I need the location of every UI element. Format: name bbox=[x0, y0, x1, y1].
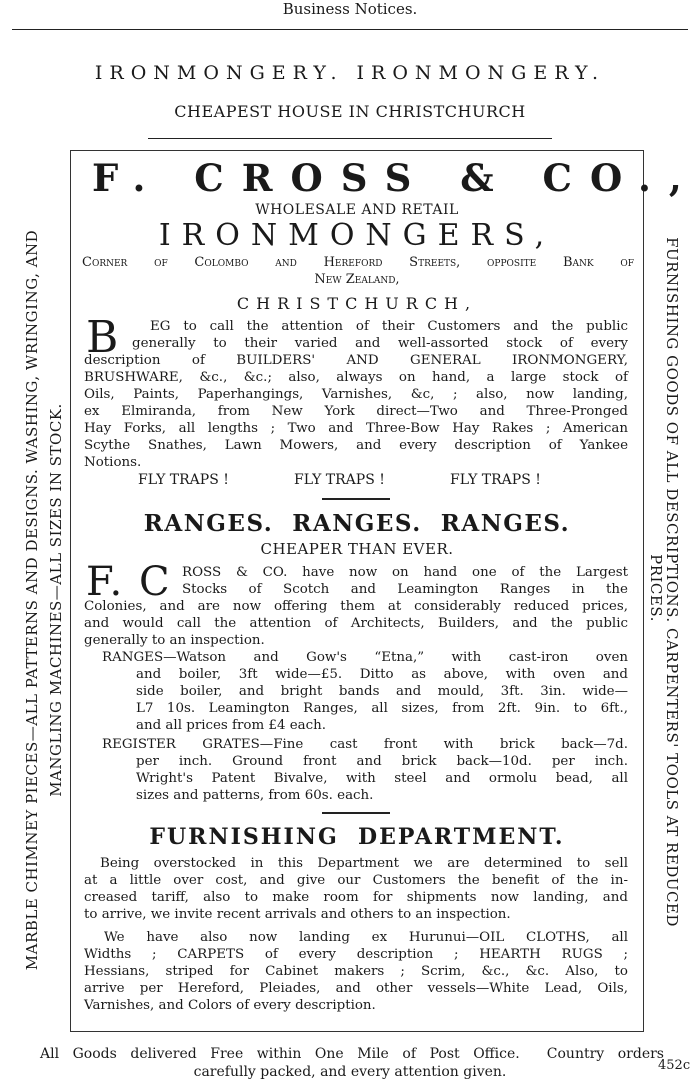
section-rule bbox=[322, 812, 390, 814]
ranges-item-line: and all prices from £4 each. bbox=[136, 718, 327, 733]
intro-line: generally to their varied and well-assorted stock of every bbox=[132, 336, 628, 351]
trade-kind: WHOLESALE AND RETAIL bbox=[255, 202, 459, 218]
furnishing-line: We have also now landing ex Hurunui—OIL CLOTHS, all bbox=[104, 930, 628, 945]
ranges-item-line: RANGES—Watson and Gow's “Etna,” with cast-iron oven bbox=[102, 650, 628, 665]
section-rule bbox=[322, 498, 390, 500]
left-margin-line2: MANGLING MACHINES—ALL SIZES IN STOCK. bbox=[47, 403, 65, 797]
ranges-line: Stocks of Scotch and Leamington Ranges in the bbox=[182, 582, 628, 597]
furnishing-line: Being overstocked in this Department we are determined to sell bbox=[100, 856, 628, 871]
furnishing-line: arrive per Hereford, Pleiades, and other vessels—White Lead, Oils, bbox=[84, 981, 628, 996]
grates-line: REGISTER GRATES—Fine cast front with brick back—7d. bbox=[102, 737, 628, 752]
trade-title: IRONMONGERS, bbox=[158, 218, 556, 253]
header-rule bbox=[12, 29, 688, 30]
left-margin-line1: MARBLE CHIMNEY PIECES—ALL PATTERNS AND DESIGNS. WASHING, WRINGING, AND bbox=[23, 229, 41, 971]
fly-traps-2: FLY TRAPS ! bbox=[294, 472, 385, 488]
furnishing-line: Widths ; CARPETS of every description ; HEARTH RUGS ; bbox=[84, 947, 628, 962]
ranges-line: Colonies, and are now offering them at considerably reduced prices, bbox=[84, 599, 628, 614]
ranges-dropcap: F. C bbox=[86, 559, 172, 605]
intro-line: BRUSHWARE, &c., &c.; also, always on hand, a large stock of bbox=[84, 370, 628, 385]
intro-line: ex Elmiranda, from New York direct—Two and Three-Pronged bbox=[84, 404, 628, 419]
firm-name: F. CROSS & CO., bbox=[92, 156, 700, 200]
furnishing-heading: FURNISHING DEPARTMENT. bbox=[149, 824, 565, 850]
section-title: Business Notices. bbox=[282, 0, 418, 18]
grates-line: per inch. Ground front and brick back—10d. per inch. bbox=[136, 754, 628, 769]
furnishing-line: Varnishes, and Colors of every description. bbox=[84, 998, 376, 1013]
tagline: CHEAPEST HOUSE IN CHRISTCHURCH bbox=[174, 102, 526, 121]
city: CHRISTCHURCH, bbox=[236, 294, 478, 313]
footer-line2: carefully packed, and every attention given. bbox=[193, 1064, 507, 1080]
fly-traps-3: FLY TRAPS ! bbox=[450, 472, 541, 488]
right-margin-line1: FURNISHING GOODS OF ALL DESCRIPTIONS. CARPENTERS' TOOLS AT REDUCED bbox=[663, 237, 681, 927]
ranges-subheading: CHEAPER THAN EVER. bbox=[260, 540, 454, 558]
ranges-heading: RANGES. RANGES. RANGES. bbox=[143, 510, 571, 537]
intro-line: Oils, Paints, Paperhangings, Varnishes, &c, ; also, now landing, bbox=[84, 387, 628, 402]
banner: IRONMONGERY. IRONMONGERY. bbox=[94, 62, 606, 84]
right-margin-line2: PRICES. bbox=[647, 554, 665, 622]
ranges-item-line: L7 10s. Leamington Ranges, all sizes, from 2ft. 9in. to 6ft., bbox=[136, 701, 628, 716]
ranges-item-line: and boiler, 3ft wide—£5. Ditto as above, with oven and bbox=[136, 667, 628, 682]
intro-line: description of BUILDERS' AND GENERAL IRONMONGERY, bbox=[84, 353, 628, 368]
footer-line1: All Goods delivered Free within One Mile of Post Office. Country orders bbox=[40, 1046, 664, 1062]
address-line1: Corner of Colombo and Hereford Streets, opposite Bank of bbox=[82, 255, 634, 270]
intro-line: Hay Forks, all lengths ; Two and Three-Bow Hay Rakes ; American bbox=[84, 421, 628, 436]
fly-traps-1: FLY TRAPS ! bbox=[138, 472, 229, 488]
furnishing-line: creased tariff, also to make room for shipments now landing, and bbox=[84, 890, 628, 905]
grates-line: sizes and patterns, from 60s. each. bbox=[136, 788, 374, 803]
ranges-line: generally to an inspection. bbox=[84, 633, 265, 648]
ranges-line: and would call the attention of Architects, Builders, and the public bbox=[84, 616, 628, 631]
address-line2: New Zealand, bbox=[314, 272, 400, 287]
furnishing-line: at a little over cost, and give our Customers the benefit of the in- bbox=[84, 873, 628, 888]
intro-dropcap: B bbox=[86, 312, 119, 363]
intro-line: EG to call the attention of their Customers and the public bbox=[150, 319, 628, 334]
furnishing-line: Hessians, striped for Cabinet makers ; Scrim, &c., &c. Also, to bbox=[84, 964, 628, 979]
grates-line: Wright's Patent Bivalve, with steel and ormolu bead, all bbox=[136, 771, 628, 786]
intro-line: Scythe Snathes, Lawn Mowers, and every description of Yankee bbox=[84, 438, 628, 453]
page-reference: 452c bbox=[658, 1058, 691, 1073]
tagline-rule bbox=[148, 138, 552, 139]
ranges-item-line: side boiler, and bright bands and mould, 3ft. 3in. wide— bbox=[136, 684, 628, 699]
intro-line: Notions. bbox=[84, 455, 142, 470]
furnishing-line: to arrive, we invite recent arrivals and others to an inspection. bbox=[84, 907, 511, 922]
ranges-line: ROSS & CO. have now on hand one of the Largest bbox=[182, 565, 628, 580]
